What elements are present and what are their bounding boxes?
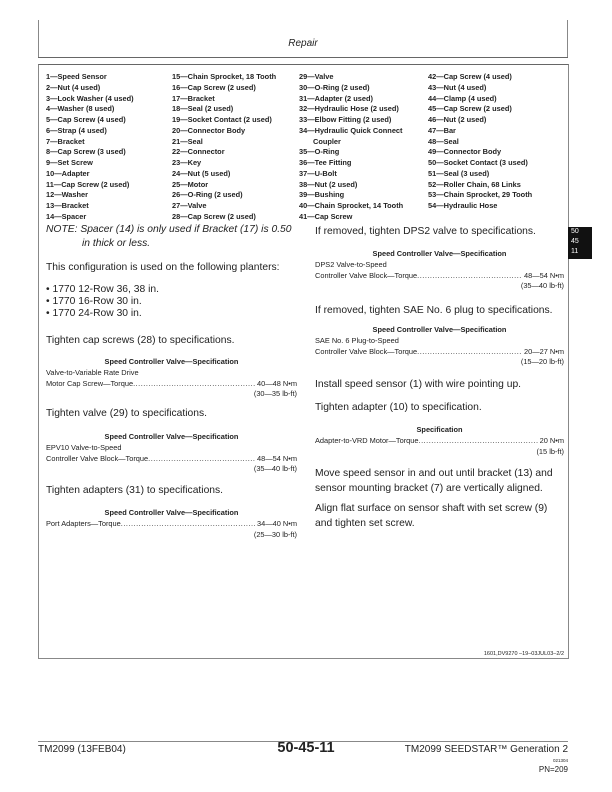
note-line: in thick or less.	[82, 238, 151, 249]
step-text: Tighten adapter (10) to specification.	[315, 402, 482, 413]
spec-value: 48—54 N•m	[524, 270, 564, 280]
footer-pn: PN=209	[538, 765, 568, 774]
page-number: 50-45-11	[277, 740, 335, 756]
parts-list-item: 48—Seal	[428, 136, 459, 146]
spec-heading: Speed Controller Valve—Specification	[372, 249, 507, 258]
header-divider	[38, 57, 568, 58]
section-tab	[568, 227, 592, 259]
parts-list-item: 49—Connector Body	[428, 147, 502, 157]
step-text: Align flat surface on sensor shaft with set screw (9)	[315, 503, 548, 514]
parts-list-item: 54—Hydraulic Hose	[428, 201, 498, 210]
parts-list-item: 22—Connector	[172, 147, 225, 157]
parts-list-item: 36—Tee Fitting	[299, 158, 352, 167]
parts-list-item: 11—Cap Screw (2 used)	[46, 179, 130, 189]
parts-list-item: 18—Seal (2 used)	[172, 104, 234, 114]
parts-list-item: 40—Chain Sprocket, 14 Tooth	[299, 201, 404, 210]
spec-line: SAE No. 6 Plug-to-Speed	[315, 335, 399, 345]
parts-list-item: 31—Adapter (2 used)	[299, 93, 373, 103]
planter-item: • 1770 24-Row 30 in.	[46, 308, 142, 319]
tab-line: 50	[571, 228, 579, 235]
spec-label: Controller Valve Block—Torque	[315, 346, 418, 356]
parts-list-item: 34—Hydraulic Quick Connect	[299, 125, 403, 135]
spec-line: EPV10 Valve-to-Speed	[46, 442, 122, 452]
spec-value-imperial: (15 lb-ft)	[536, 446, 564, 456]
parts-list-item: 43—Nut (4 used)	[428, 82, 487, 92]
tab-line: 11	[571, 248, 579, 255]
parts-list-item: 28—Cap Screw (2 used)	[172, 211, 256, 221]
spec-value-imperial: (35—40 lb-ft)	[520, 281, 564, 291]
parts-list-item: 19—Socket Contact (2 used)	[172, 115, 272, 124]
config-intro: This configuration is used on the following planters:	[46, 262, 280, 273]
spec-label: Port Adapters—Torque	[46, 518, 121, 528]
parts-list-item: 1—Speed Sensor	[46, 72, 107, 81]
spec-heading: Speed Controller Valve—Specification	[104, 432, 239, 441]
parts-list-item: 37—U-Bolt	[299, 168, 337, 178]
parts-list-item: 50—Socket Contact (3 used)	[428, 158, 528, 167]
tab-line: 45	[571, 238, 579, 245]
parts-list-item: 26—O-Ring (2 used)	[172, 190, 243, 200]
parts-list-item: 16—Cap Screw (2 used)	[172, 82, 256, 92]
parts-list-item: 27—Valve	[172, 201, 207, 210]
parts-list-item: 8—Cap Screw (3 used)	[46, 147, 126, 157]
spec-table	[46, 508, 297, 540]
step-text: Move speed sensor in and out until bracket (13) and	[315, 468, 553, 479]
parts-list-item: 20—Connector Body	[172, 125, 246, 135]
parts-list-col4	[428, 72, 532, 212]
parts-list-item: 25—Motor	[172, 179, 209, 189]
step-text: Tighten cap screws (28) to specifications.	[46, 335, 235, 346]
spec-value-imperial: (30—35 lb-ft)	[253, 389, 297, 399]
spec-label: Adapter-to-VRD Motor—Torque	[315, 435, 419, 445]
parts-list-item: 4—Washer (8 used)	[46, 104, 115, 114]
parts-list-item: 15—Chain Sprocket, 18 Tooth	[172, 72, 277, 81]
step-text: If removed, tighten SAE No. 6 plug to specifications.	[315, 305, 553, 316]
parts-list-item: 2—Nut (4 used)	[46, 82, 101, 92]
step-text: and tighten set screw.	[315, 518, 415, 529]
step-text: If removed, tighten DPS2 valve to specifications.	[315, 226, 536, 237]
spec-table	[46, 432, 297, 475]
spec-value-imperial: (35—40 lb-ft)	[253, 464, 297, 474]
parts-list-col2	[172, 72, 276, 223]
spec-heading: Specification	[416, 425, 463, 434]
footer-manual-title: TM2099 SEEDSTAR™ Generation 2	[404, 744, 568, 755]
parts-list-item: 38—Nut (2 used)	[299, 179, 358, 189]
parts-list-item: 46—Nut (2 used)	[428, 115, 487, 124]
parts-list-col1	[46, 72, 134, 223]
spec-table	[315, 325, 564, 368]
parts-list-item: 7—Bracket	[46, 136, 85, 146]
planter-item: • 1770 12-Row 36, 38 in.	[46, 284, 159, 295]
parts-list-item: 10—Adapter	[46, 168, 90, 178]
parts-list-item: 13—Bracket	[46, 201, 89, 210]
parts-list-item: 21—Seal	[172, 136, 203, 146]
note-line: NOTE: Spacer (14) is only used if Bracket (17) is 0.50	[46, 224, 292, 235]
section-title: Repair	[288, 38, 318, 49]
spec-value-imperial: (15—20 lb-ft)	[520, 357, 564, 367]
spec-heading: Speed Controller Valve—Specification	[104, 508, 239, 517]
parts-list-item: 24—Nut (5 used)	[172, 168, 231, 178]
parts-list-item: 51—Seal (3 used)	[428, 168, 490, 178]
footer-manual-date: TM2099 (13FEB04)	[38, 744, 126, 755]
step-text: Tighten valve (29) to specifications.	[46, 408, 208, 419]
spec-value: 20—27 N•m	[524, 346, 564, 356]
parts-list-item: 14—Spacer	[46, 211, 87, 221]
spec-value: 20 N•m	[539, 435, 564, 445]
step-text: Tighten adapters (31) to specifications.	[46, 485, 224, 496]
parts-list-item: 45—Cap Screw (2 used)	[428, 104, 512, 114]
spec-line: DPS2 Valve-to-Speed	[315, 259, 387, 269]
parts-list-item: 52—Roller Chain, 68 Links	[428, 179, 521, 189]
parts-list-item: 39—Bushing	[299, 190, 345, 200]
spec-table	[46, 357, 297, 400]
spec-value: 34—40 N•m	[257, 518, 297, 528]
parts-list-item: 29—Valve	[299, 72, 334, 81]
spec-value-imperial: (25—30 lb-ft)	[253, 529, 297, 539]
spec-label: Controller Valve Block—Torque	[46, 453, 149, 463]
spec-label: Motor Cap Screw—Torque	[46, 378, 134, 388]
reference-code: 1601,DV9270 –19–03JUL03–2/2	[483, 651, 564, 657]
spec-table	[315, 425, 564, 457]
parts-list-item: 3—Lock Washer (4 used)	[46, 93, 134, 103]
spec-value: 48—54 N•m	[257, 453, 297, 463]
parts-list-item: 33—Elbow Fitting (2 used)	[299, 115, 392, 124]
spec-line: Valve-to-Variable Rate Drive	[46, 367, 139, 377]
parts-list-item: 42—Cap Screw (4 used)	[428, 72, 512, 81]
parts-list-item: 32—Hydraulic Hose (2 used)	[299, 104, 399, 114]
parts-list-item: 12—Washer	[46, 190, 89, 200]
spec-heading: Speed Controller Valve—Specification	[372, 325, 507, 334]
footer-code: 021304	[552, 758, 568, 763]
parts-list-col3	[299, 72, 403, 223]
parts-list-item: 9—Set Screw	[46, 158, 93, 167]
spec-label: Controller Valve Block—Torque	[315, 270, 418, 280]
parts-list-item: 35—O-Ring	[299, 147, 340, 157]
parts-list-item: 47—Bar	[428, 125, 456, 135]
parts-list-item: 17—Bracket	[172, 93, 215, 103]
step-text: sensor mounting bracket (7) are vertically aligned.	[315, 483, 543, 494]
planter-item: • 1770 16-Row 30 in.	[46, 296, 142, 307]
parts-list-item: 41—Cap Screw	[299, 211, 353, 221]
spec-table	[315, 249, 564, 292]
spec-value: 40—48 N•m	[257, 378, 297, 388]
spec-heading: Speed Controller Valve—Specification	[104, 357, 239, 366]
parts-list-item: 6—Strap (4 used)	[46, 125, 107, 135]
parts-list-item: 53—Chain Sprocket, 29 Tooth	[428, 190, 533, 200]
parts-list-item: 44—Clamp (4 used)	[428, 93, 497, 103]
parts-list-item: 23—Key	[172, 158, 202, 167]
step-text: Install speed sensor (1) with wire pointing up.	[315, 379, 522, 390]
parts-list-item: 5—Cap Screw (4 used)	[46, 115, 126, 124]
parts-list-item: Coupler	[313, 136, 341, 146]
parts-list-item: 30—O-Ring (2 used)	[299, 82, 370, 92]
